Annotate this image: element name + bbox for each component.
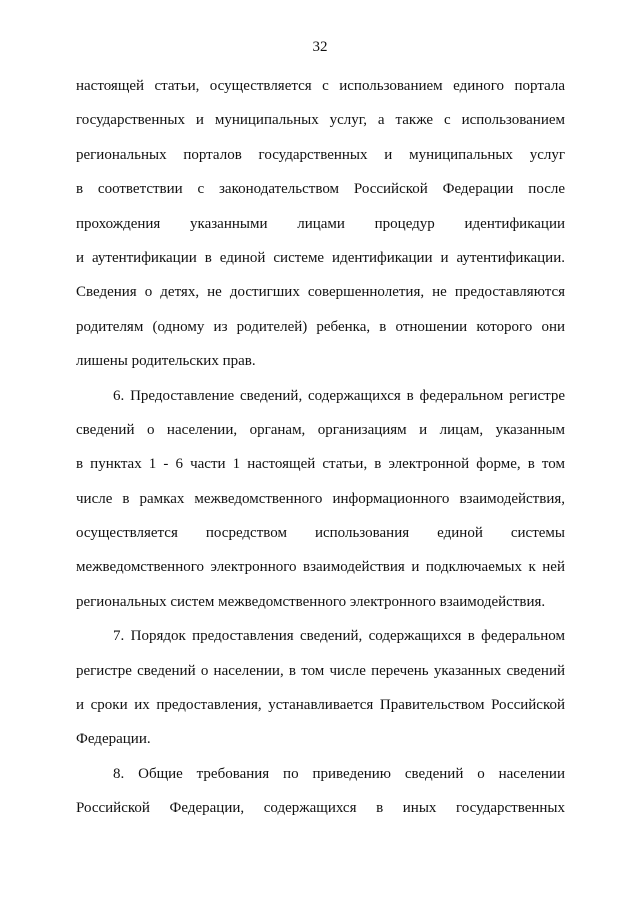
text-line: региональных систем межведомственного электронного взаимодействия. xyxy=(76,593,546,610)
text-line: родителям (одному из родителей) ребенка, в отношении которого они xyxy=(76,318,565,335)
text-line: и аутентификации в единой системе идентификации и аутентификации. xyxy=(76,249,565,266)
text-line: Сведения о детях, не достигших совершеннолетия, не предоставляются xyxy=(76,284,565,301)
paragraph-7-first-line: 7. Порядок предоставления сведений, содержащихся в федеральном xyxy=(113,628,565,645)
text-line: Российской Федерации, содержащихся в иных государственных xyxy=(76,800,565,817)
text-line: государственных и муниципальных услуг, а также с использованием xyxy=(76,112,565,129)
text-line: регистре сведений о населении, в том числе перечень указанных сведений xyxy=(76,662,565,679)
paragraph-8-first-line: 8. Общие требования по приведению сведений о населении xyxy=(113,765,565,782)
text-line: сведений о населении, органам, организациям и лицам, указанным xyxy=(76,421,565,438)
text-line: региональных порталов государственных и муниципальных услуг xyxy=(76,146,565,163)
page-number: 32 xyxy=(312,39,328,55)
text-line: лишены родительских прав. xyxy=(76,353,256,370)
text-line: осуществляется посредством использования единой системы xyxy=(76,525,565,542)
text-line: Федерации. xyxy=(76,731,151,748)
text-line: в соответствии с законодательством Российской Федерации после xyxy=(76,181,565,198)
text-line: числе в рамках межведомственного информационного взаимодействия, xyxy=(76,490,565,507)
text-line: прохождения указанными лицами процедур идентификации xyxy=(76,215,565,232)
paragraph-6-first-line: 6. Предоставление сведений, содержащихся в федеральном регистре xyxy=(113,387,565,404)
text-line: настоящей статьи, осуществляется с использованием единого портала xyxy=(76,78,565,94)
text-line: и сроки их предоставления, устанавливается Правительством Российской xyxy=(76,697,565,714)
text-line: межведомственного электронного взаимодействия и подключаемых к ней xyxy=(76,559,565,576)
text-line: в пунктах 1 - 6 части 1 настоящей статьи, в электронной форме, в том xyxy=(76,456,565,473)
body-text xyxy=(76,76,565,833)
